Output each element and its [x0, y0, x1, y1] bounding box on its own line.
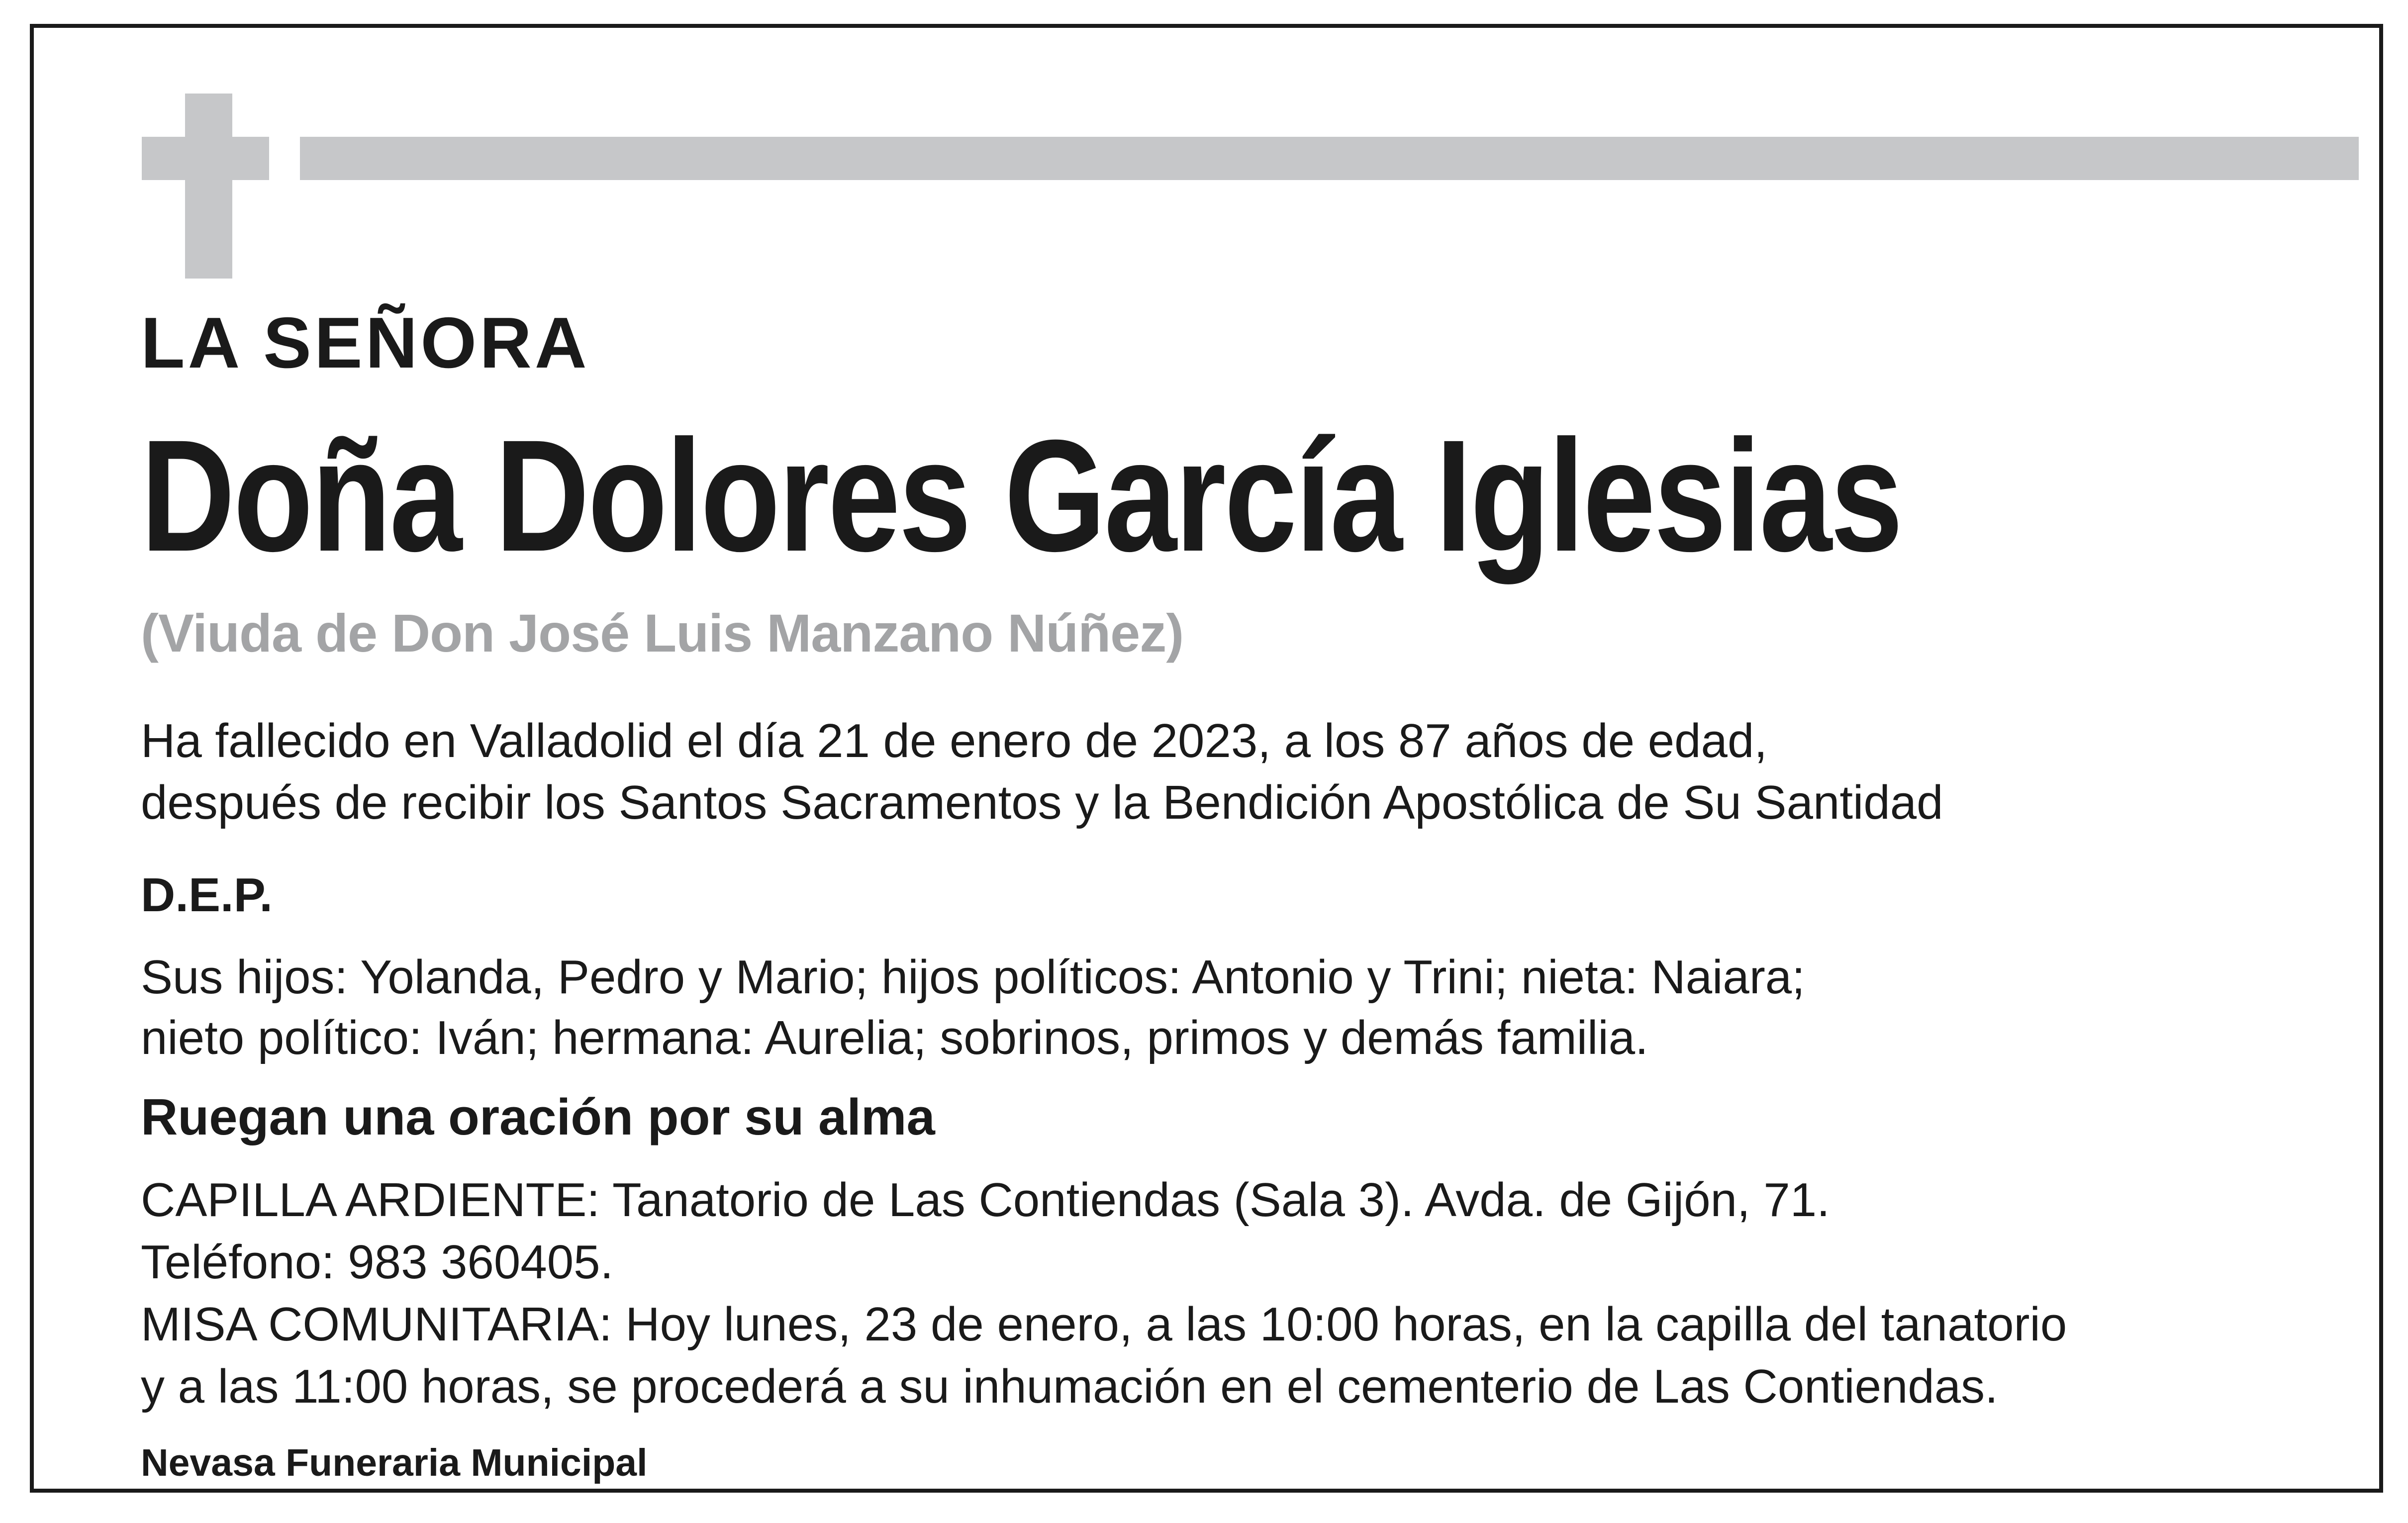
chapel-line: CAPILLA ARDIENTE: Tanatorio de Las Contiendas (Sala 3). Avda. de Gijón, 71.	[141, 1173, 1830, 1227]
mass-line1: MISA COMUNITARIA: Hoy lunes, 23 de enero, a las 10:00 horas, en la capilla del tanatorio	[141, 1298, 2067, 1351]
family-list-line1: Sus hijos: Yolanda, Pedro y Mario; hijos políticos: Antonio y Trini; nieta: Naiara;	[141, 951, 1805, 1004]
cross-icon-horizontal-arm	[142, 137, 269, 180]
header-label: LA SEÑORA	[141, 302, 590, 383]
funeral-home-credit: Nevasa Funeraria Municipal	[141, 1441, 648, 1484]
prayer-request: Ruegan una oración por su alma	[141, 1088, 935, 1145]
family-list	[141, 947, 1805, 1068]
death-announcement-line1: Ha fallecido en Valladolid el día 21 de enero de 2023, a los 87 años de edad,	[141, 714, 1767, 767]
death-announcement-line2: después de recibir los Santos Sacramentos y la Bendición Apostólica de Su Santidad	[141, 776, 1943, 829]
arrangements-info	[141, 1169, 2067, 1418]
cross-icon-vertical-arm	[185, 94, 232, 279]
phone-line: Teléfono: 983 360405.	[141, 1236, 614, 1289]
deceased-name-title: Doña Dolores García Iglesias	[141, 406, 1902, 584]
mass-line2: y a las 11:00 horas, se procederá a su inhumación en el cementerio de Las Contiendas.	[141, 1360, 1998, 1413]
header-divider-bar	[300, 137, 2359, 180]
widow-of-subtitle: (Viuda de Don José Luis Manzano Núñez)	[141, 603, 1184, 663]
death-announcement	[141, 710, 1943, 834]
rest-in-peace-abbreviation: D.E.P.	[141, 868, 273, 922]
notice-border-frame	[30, 24, 2383, 1493]
family-list-line2: nieto político: Iván; hermana: Aurelia; sobrinos, primos y demás familia.	[141, 1011, 1648, 1064]
